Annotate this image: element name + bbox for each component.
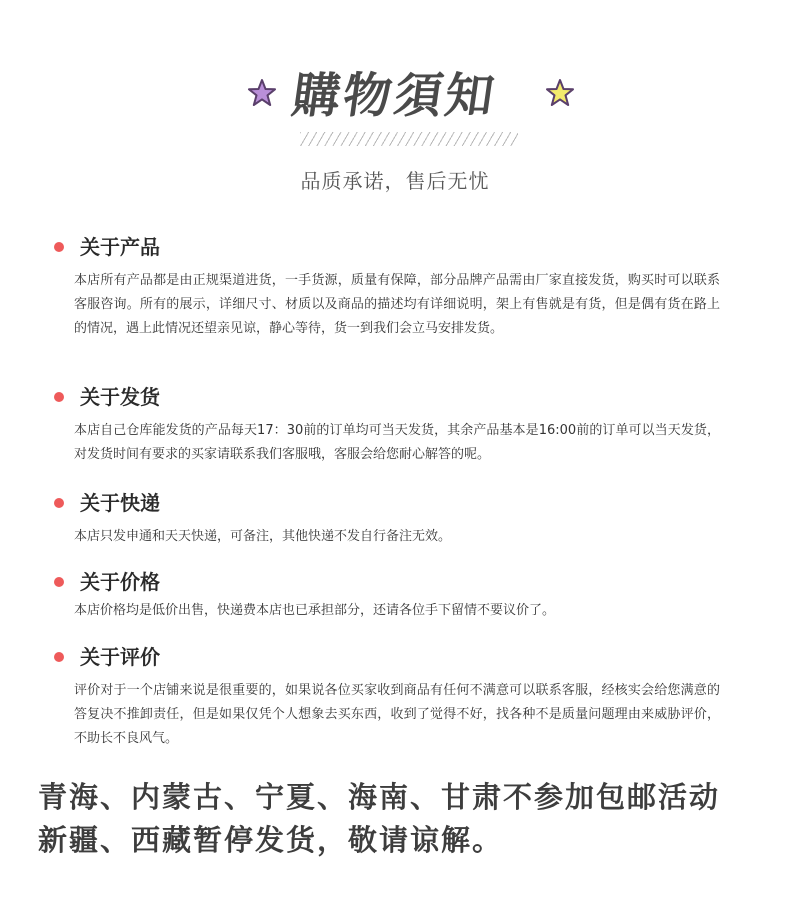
section-price bbox=[50, 569, 730, 623]
page-subtitle: 品质承诺，售后无忧 bbox=[300, 169, 490, 193]
section-heading bbox=[50, 234, 730, 260]
section-express bbox=[50, 490, 730, 549]
section-body: 本店只发申通和天天快递，可备注，其他快递不发自行备注无效。 bbox=[74, 529, 452, 544]
section-title: 关于价格 bbox=[80, 570, 160, 594]
hatch-divider bbox=[300, 132, 518, 146]
shipping-notice-line-2: 新疆、西藏暂停发货，敬请谅解。 bbox=[38, 823, 504, 857]
bullet-dot-icon bbox=[54, 577, 64, 587]
section-shipping bbox=[50, 384, 730, 467]
bullet-dot-icon bbox=[54, 498, 64, 508]
section-title: 关于快递 bbox=[80, 491, 160, 515]
section-body: 本店自己仓库能发货的产品每天17：30前的订单均可当天发货，其余产品基本是16:00前的订单可以当天发货，对发货时间有要求的买家请联系我们客服哦，客服会给您耐心解答的呢。 bbox=[74, 423, 720, 462]
section-title: 关于产品 bbox=[80, 235, 160, 259]
bullet-dot-icon bbox=[54, 392, 64, 402]
page-header bbox=[0, 45, 790, 205]
section-title: 关于评价 bbox=[80, 645, 160, 669]
page-title: 購物須知 bbox=[288, 68, 501, 124]
section-product bbox=[50, 234, 730, 341]
section-heading bbox=[50, 490, 730, 516]
section-heading bbox=[50, 644, 730, 670]
section-body: 本店所有产品都是由正规渠道进货，一手货源，质量有保障，部分品牌产品需由厂家直接发货，购买时可以联系客服咨询。所有的展示，详细尺寸、材质以及商品的描述均有详细说明，架上有售就是有货，但是偶有货在路上的情况，遇上此情况还望亲见谅，静心等待，货一到我们会立马安排发货。 bbox=[74, 273, 720, 336]
bullet-dot-icon bbox=[54, 242, 64, 252]
section-body: 本店价格均是低价出售，快递费本店也已承担部分，还请各位手下留情不要议价了。 bbox=[74, 603, 556, 618]
bullet-dot-icon bbox=[54, 652, 64, 662]
section-title: 关于发货 bbox=[80, 385, 160, 409]
title-row bbox=[0, 57, 790, 126]
shipping-notice-line-1: 青海、内蒙古、宁夏、海南、甘肃不参加包邮活动 bbox=[38, 780, 721, 814]
star-icon-right bbox=[545, 78, 575, 108]
section-heading bbox=[50, 384, 730, 410]
section-body: 评价对于一个店铺来说是很重要的，如果说各位买家收到商品有任何不满意可以联系客服，经核实会给您满意的答复决不推卸责任，但是如果仅凭个人想象去买东西，收到了觉得不好，找各种不是质量问题理由来威胁评价，不助长不良风气。 bbox=[74, 683, 720, 746]
section-review bbox=[50, 644, 730, 751]
section-heading bbox=[50, 569, 730, 595]
